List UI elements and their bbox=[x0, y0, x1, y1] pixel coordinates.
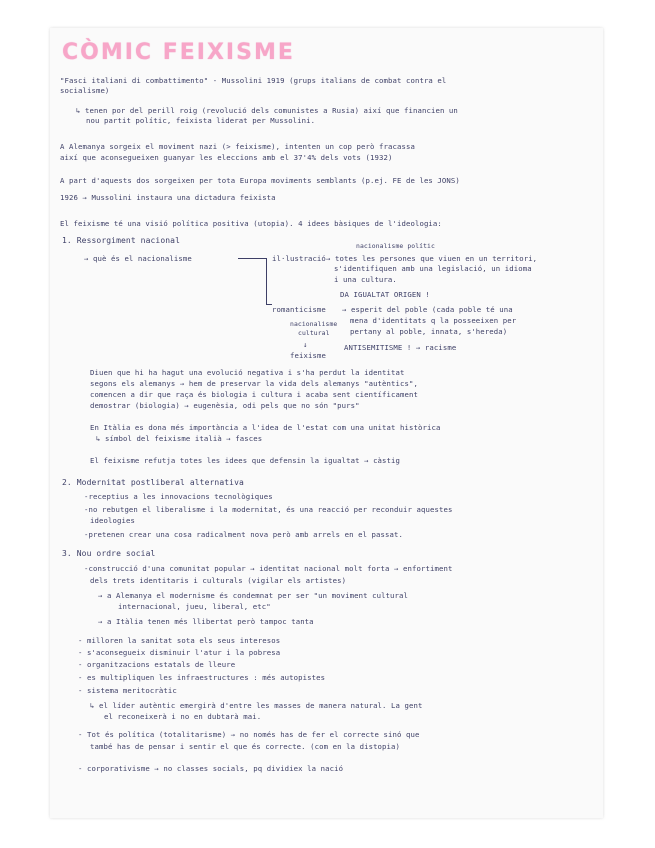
page-title: CÒMIC FEIXISME bbox=[62, 40, 295, 65]
political-nationalism-label: nacionalisme polític bbox=[356, 242, 435, 250]
section-3-line: → a Alemanya el modernisme és condemnat per ser "un moviment cultural bbox=[98, 591, 409, 600]
section-3-line: - es multipliquen les infraestructures : més autopistes bbox=[78, 673, 326, 682]
cultural-nationalism-label: cultural bbox=[298, 329, 330, 337]
ilustracio-label: il·lustració bbox=[272, 254, 326, 263]
down-arrow: ↓ bbox=[303, 340, 308, 349]
section-2-line: -no rebutgen el liberalisme i la modernitat, és una reacció per reconduir aquestes bbox=[84, 505, 453, 514]
intro-line: nou partit polític, feixista liderat per Mussolini. bbox=[86, 116, 316, 125]
section-1-line: comencen a dir que raça és biologia i cultura i acaba sent científicament bbox=[90, 390, 418, 399]
section-heading-2: 2. Modernitat postliberal alternativa bbox=[62, 478, 244, 487]
ilustracio-line: → totes les persones que viuen en un territori, bbox=[326, 254, 538, 263]
section-3-line: → a Itàlia tenen més llibertat però tampoc tanta bbox=[98, 617, 314, 626]
section-1-line: ↳ símbol del feixisme italià → fasces bbox=[96, 434, 263, 443]
section-3-line: - Tot és política (totalitarisme) → no només has de fer el correcte sinó que bbox=[78, 730, 420, 739]
romanticisme-line: ANTISEMITISME ! → racisme bbox=[344, 343, 457, 352]
intro-line: així que aconsegueixen guanyar les eleccions amb el 37'4% dels vots (1932) bbox=[60, 153, 393, 162]
intro-line: 1926 → Mussolini instaura una dictadura feixista bbox=[60, 193, 276, 202]
section-3-line: -construcció d'una comunitat popular → identitat nacional molt forta → enfortiment bbox=[84, 564, 453, 573]
section-2-line: ideologies bbox=[90, 516, 135, 525]
section-1-line: Diuen que hi ha hagut una evolució negativa i s'ha perdut la identitat bbox=[90, 368, 405, 377]
intro-line: A part d'aquests dos sorgeixen per tota Europa moviments semblants (p.ej. FE de les JONS) bbox=[60, 176, 460, 185]
branch-line bbox=[238, 258, 266, 259]
section-heading-3: 3. Nou ordre social bbox=[62, 549, 156, 558]
section-1-line: demostrar (biologia) → eugenèsia, odi pels que no són "purs" bbox=[90, 401, 360, 410]
romanticisme-label: romanticisme bbox=[272, 305, 326, 314]
section-heading-1: 1. Ressorgiment nacional bbox=[62, 236, 180, 245]
section-1-line: En Itàlia es dona més importància a l'idea de l'estat com una unitat històrica bbox=[90, 423, 441, 432]
ilustracio-line: i una cultura. bbox=[334, 275, 397, 284]
section-2-line: -receptius a les innovacions tecnològiques bbox=[84, 492, 273, 501]
section-3-line: - sistema meritocràtic bbox=[78, 686, 177, 695]
ilustracio-line: s'identifiquen amb una legislació, un idioma bbox=[334, 264, 532, 273]
intro-line: socialisme) bbox=[60, 86, 110, 95]
intro-line: "Fasci italiani di combattimento" - Mussolini 1919 (grups italians de combat contra el bbox=[60, 76, 447, 85]
feixisme-label: feixisme bbox=[290, 351, 326, 360]
cultural-nationalism-label: nacionalisme bbox=[290, 320, 338, 328]
intro-line: A Alemanya sorgeix el moviment nazi (> feixisme), intenten un cop però fracassa bbox=[60, 142, 415, 151]
romanticisme-line: mena d'identitats q la posseeixen per bbox=[350, 316, 517, 325]
section-3-line: ↳ el líder autèntic emergirà d'entre les masses de manera natural. La gent bbox=[90, 701, 423, 710]
section-1-line: segons els alemanys → hem de preservar la vida dels alemanys "autèntics", bbox=[90, 379, 418, 388]
intro-line: ↳ tenen por del perill roig (revolució dels comunistes a Rusia) així que financien un bbox=[76, 106, 458, 115]
section-3-line: dels trets identitaris i culturals (vigilar els artistes) bbox=[90, 576, 347, 585]
ilustracio-line: DA IGUALTAT ORIGEN ! bbox=[340, 290, 430, 299]
section-3-line: - s'aconsegueix disminuir l'atur i la pobresa bbox=[78, 648, 281, 657]
section-2-line: -pretenen crear una cosa radicalment nova però amb arrels en el passat. bbox=[84, 530, 404, 539]
section-1-line: El feixisme refutja totes les idees que defensin la igualtat → càstig bbox=[90, 456, 401, 465]
section-3-line: - organitzacions estatals de lleure bbox=[78, 660, 236, 669]
romanticisme-line: → esperit del poble (cada poble té una bbox=[342, 305, 513, 314]
utopia-line: El feixisme té una visió política positiva (utopia). 4 idees bàsiques de l'ideologia: bbox=[60, 219, 442, 228]
section-3-line: internacional, jueu, liberal, etc" bbox=[118, 602, 271, 611]
branch-brace bbox=[266, 258, 267, 304]
section-3-line: - milloren la sanitat sota els seus interesos bbox=[78, 636, 281, 645]
nationalism-question: → què és el nacionalisme bbox=[84, 254, 192, 263]
section-3-line: el reconeixerà i no en dubtarà mai. bbox=[104, 712, 262, 721]
romanticisme-line: pertany al poble, innata, s'hereda) bbox=[350, 327, 508, 336]
section-3-line: també has de pensar i sentir el que és correcte. (com en la distopia) bbox=[90, 742, 401, 751]
section-3-line: - corporativisme → no classes socials, pq dividiex la nació bbox=[78, 764, 344, 773]
